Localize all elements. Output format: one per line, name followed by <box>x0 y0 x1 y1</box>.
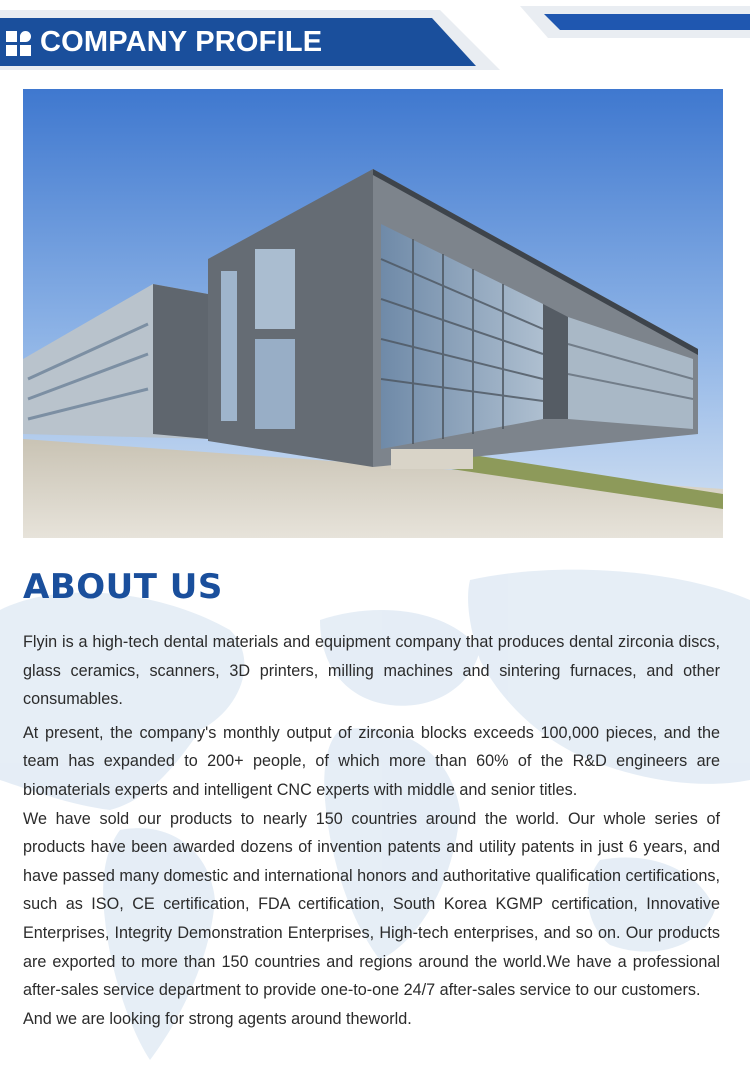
building-photo <box>23 89 723 538</box>
page-title: COMPANY PROFILE <box>40 26 323 58</box>
about-paragraph: We have sold our products to nearly 150 countries around the world. Our whole series of products have been awarded dozens of invention patents and utility patents in just 6 years, and have passed many domestic and international honors and authoritative qualification certifications, such as ISO, CE certification, FDA certification, South Korea KGMP certification, Innovative Enterprises, Integrity Demonstration Enterprises, High-tech enterprises, and so on. Our products are exported to more than 150 countries and regions around the world.We have a professional after-sales service department to provide one-to-one 24/7 after-sales service to our customers. <box>23 809 720 1000</box>
about-heading: ABOUT US <box>23 567 223 607</box>
about-paragraph: And we are looking for strong agents around theworld. <box>23 1009 412 1028</box>
about-paragraph: At present, the company's monthly output of zirconia blocks exceeds 100,000 pieces, and the team has expanded to 200+ people, of which more than 60% of the R&D engineers are biomaterials experts and intelligent CNC experts with middle and senior titles. <box>23 723 720 799</box>
grid-squares-icon <box>6 31 32 57</box>
section-header-banner <box>0 0 750 80</box>
about-text <box>23 628 720 1033</box>
about-paragraph: Flyin is a high-tech dental materials and equipment company that produces dental zirconia discs, glass ceramics, scanners, 3D printers, milling machines and sintering furnaces, and other consumables. <box>23 633 720 709</box>
